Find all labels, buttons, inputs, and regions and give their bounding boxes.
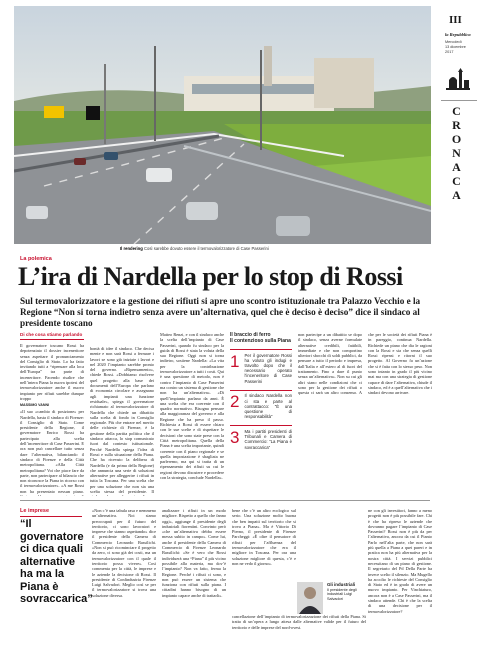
column-2	[90, 346, 154, 496]
page-number: III	[449, 14, 462, 26]
timeline-step	[230, 393, 292, 419]
date-line: Mercoledì	[445, 40, 462, 44]
body-text: «Il suo «cambio di posizione» per Nardella, basta il sindaco di Firenze: il Consiglio di Stato. Come presidente della Regione, il governatore Enrico Rossi ha partecipato alla scelta dell’inceneritore di Case Passerini. E ora non può cancellare tutto senza dare l’alternativa, bilanciando il sindaco di Firenze e della Città metropolitana. «Alla Città metropolitana? Voi che piace fare da parte, non partecipare al bilancio che non riconosce la Piana in ricorso con il termovalorizzatore». «A me Rossi non ha presentato nessun piano.	[20, 409, 84, 494]
step-number: 3	[230, 428, 240, 448]
timeline-step	[230, 429, 292, 450]
section-letter: A	[452, 160, 462, 174]
body-text: Matteo Renzi, e con il sindaco anche la scelta dell’impianto di Case Passerini, quando fu sindaco per la guida di Rossi è stata la voluta della sua Regione. Oggi non si torna indietro, sostiene Nardella: «La vita per la contribuzione termovalorizzatore a tutti i costi. Qui è una questione di metodo, non è contro l’impianto di Case Passerini ma contro un sistema di gestione che non ha un’alternativa». «Di quell’impianto parlano da anni. È una scelta che era coerente con il quadro normativo. Bisogna pensare alla maggioranza del governo e alla Regione che ha preso il passo. Richiesta a Rossi di essere chiaro con le sue scelte e di rispettare le decisioni che sono state prese con la Città metropolitana. Quella della Piana è una scelta importante, quindi coerente con il piano regionale e se quella impostazione è sbagliata ne parleremo, ma qui si tratta di un ripensamento dei rifiuti su cui le regioni devono discutere e procedere con la strategia, conclude Nardella».	[160, 332, 224, 481]
section-letter: R	[452, 118, 462, 132]
sidebar-column-2	[92, 508, 156, 664]
pull-quote: “Il governatore ci dica quali alternative ha ma la Piana è sovraccarica”	[20, 518, 93, 605]
issue-date	[445, 40, 466, 55]
body-text: ne con gli investitori, fanno a meno progetti non è più possibile fare. Chi è che ha ripreso le aziende che dovranno pagare l’impianto di Case Passerini? Rossi non è più da per l’alternativa, ancora da cui il Pianto Parlo nell’alta parte, che non sarà più quella a Piana a quei pareri e in pratica non ha più alternativa per la nostra città. I servizi pubblici necessitano di un piano di gestione. Il segretario del Pd Della Parte ha invece scelto il silenzio. Ma Mugello ha accolto le richieste del Consiglio di Stato ed è in grado di avere un nuovo impianto. Per Vinchiaturo, ancora non è a Case Passerini, ma il sindaco attende. Chi è che la scelta di una decisione per il termovalorizzatore?	[368, 508, 432, 614]
sidebar-column-4b	[232, 614, 366, 664]
section-letter: O	[451, 132, 463, 146]
sidebar-column-3	[162, 508, 226, 664]
date-line: 2017	[445, 50, 454, 54]
column-5	[298, 332, 432, 496]
sidebar-column-4	[232, 508, 296, 580]
rail-divider	[441, 100, 477, 101]
photo-caption	[120, 246, 430, 251]
explainer-text: Il governatore toscano Rossi ha depotenziato il dossier inceneritore senza aspettare il pronunciamento del Consiglio di Stato. Lo ha fatto invitando tutti a “ripensare alla loca dell’Europa” tra parte di inceneritore. Facendo risalire che nell’intera Piana la nuova ipotesi del termovalorizzatore anche il nuovo impianto per rifiuti sarebbe dunque troppo	[20, 343, 84, 401]
caption-text: Così sarebbe dovuto essere il termovalorizzatore di Case Passerini	[143, 246, 269, 251]
section-name	[450, 104, 464, 202]
section-letter: N	[452, 146, 462, 160]
step-text: Ma i partiti presidenti di Tribunali e Camera di Commercio: “La Piana è sovraccarica”	[244, 429, 292, 450]
section-letter: A	[452, 188, 462, 202]
box-title: Il braccio di ferro Il contenzioso sulla Piana	[230, 332, 291, 344]
portrait-name: Gli industriali	[327, 582, 356, 587]
step-number: 2	[230, 392, 240, 412]
contenzioso-box	[230, 332, 292, 496]
column-1	[20, 332, 84, 496]
step-number: 1	[230, 351, 240, 371]
explainer-heading: Di che cosa stiamo parlando	[20, 332, 84, 340]
step-text: Per il governatore Rossi ha voluto gli indugi e travolto dopo che il necessario operato l’inceneritore di Case Passerini	[244, 352, 292, 384]
date-line: 13 dicembre	[445, 45, 466, 49]
portrait-text: Il presidente degli industriali Luigi Salvadori	[327, 587, 357, 601]
sidebar-column-5	[368, 508, 432, 664]
body-text: cancellazione dell’impianto di termovalorizzazione dei rifiuti della Piana. Si tratta di un’opera a lungo attesa dalle alternative valide per il futuro del territorio e delle imprese del nord-ovest.	[232, 614, 366, 630]
portrait-caption	[327, 583, 363, 601]
sidebar-kicker: Le imprese	[20, 508, 82, 517]
section-letter: C	[452, 104, 462, 118]
headline: L’ira di Nardella per lo stop di Rossi	[18, 262, 403, 291]
body-text: bontà di idee il sindaco. Che decisa mente e non sarà Rossi a fermare i lavori se sono già iniziate i lavori e nel 2020 l’impianto sarebbe pronto del governo. «Ripensamento», chiede Rossi. «Dobbiamo risolvere quel progetto alla base dei documenti dell’Europa che parlano di economia circolare e assegnano agli impianti una funzione residuale», spiega il governatore richiamato al termovalorizzatore di Nardella che chiede un dibattito sulla scelta di fondo in Consiglio regionale. Più che entrare nel merito delle richieste di Firenze, è la gestione della partita politica che il sindaco attacca, lo stop comunicato fuori dal contesto istituzionale. Perché Nardella spiega l’idea di Rossi e sulla situazione della Piana. Che ha ricevuto la delibera di Nardella (e da prima della Regione) che annuncia una serie di soluzioni alternative per alleggerire i rifiuti in tutta la Toscana. Per una scelta che per una soluzione che non sia una scelta stessa del presidente. Il	[90, 346, 154, 495]
timeline-step	[230, 353, 292, 384]
body-text: «Non c’è una tabula rasa e nemmeno un’alternativa. Noi siamo preoccupati per il futuro del territorio, ci sono lavoratori e imprese che stanno aspettando» dice il presidente della Camera di Commercio Leonardo Bassilichi. «Non si può ricominciare il progetto da zero, ci sono già dei costi, ma un termovalorizzatore con il quale il territorio possa vivere». Così commenta per la città, le imprese e le aziende la decisione di Rossi. Il presidente di Confindustria Firenze Luigi Salvadori. Meglio così se per il termovalorizzatore si trova una soluzione diversa.	[92, 508, 156, 598]
section-letter: C	[452, 174, 462, 188]
body-text: analizzare i rifiuti in un modo migliore. Rispetto a quello che fanno oggi», aggiunge il presidente degli industriali fiorentini. Convinto però «che un’alternativa debba essere messa subito in campo». Come lui, anche il presidente della Camera di Commercio di Firenze Leonardo Bassilichi: «Se è vero che Rossi individuerà una “Piana” il più vicino possibile alla materia, ma dov’è l’impianto? Non va fatto, ferma la Regione. Perché i rifiuti ci sono, e non può essere un sistema che funziona con rifiuti sulla piana. I cittadini hanno bisogno di un impianto capace anche di trattarli».	[162, 508, 226, 598]
box-divider	[230, 425, 292, 426]
brand: la Repubblica	[445, 32, 471, 37]
portrait-photo	[297, 582, 323, 614]
subheadline: Sul termovalorizzatore e la gestione dei rifiuti si apre uno scontro istituzionale tra Palazzo Vecchio e la Regione “Non si torna indietro senza avere un’alternativa, quel che è deciso è deciso” dice il sindaco al presidente toscano	[20, 296, 421, 328]
byline: MASSIMO VANNI	[20, 403, 50, 408]
section-divider	[20, 500, 430, 501]
caption-label: Il rendering	[120, 246, 143, 251]
body-text: bene che c’è un altro ecologico sul serio. Una soluzione molto buona che ben impatti sul territorio che si trova a Piana». Ma è Vittorio Di Pierno, il presidente di Firenze Parcheggi: «È oltre il pensatore di rifiuti per l’affluenza del termovalorizzatore che era il migliore in Toscana. Per ora una soluzione migliore di questa, c’è e non ne vedo il giorno».	[232, 508, 296, 566]
box-divider	[230, 349, 292, 350]
article-kicker: La polemica	[20, 256, 52, 262]
step-text: Il sindaco Nardella non ci sta e parte al contrattacco: “È una questione di responsabilità”	[244, 393, 292, 420]
column-3	[160, 332, 224, 496]
body-text: non partecipe a un dibattito se dopo il sindaco, senza averne formulate alternative credibili, fattibili, immediate e che non comportino ulteriori sbocchi di soldi pubblici, da pensare a tutto il periodo e impresa, dall’Italia e all’estero al di fuori del trattamento. Fino a dare il punto senza un’alternativa». Non su cui gli altri siano nelle condizioni che ci sono per la gestione dei rifiuti o questa ci sarà un altro consenso. A che per le società dei rifiuti Piana è in pareggio, continua Nardella. Richiede un piano che dia le ragioni con la Rossi e sia che senza quelli Rossi ripensi e ritorni il suo progetto. Al Governo fa un’azione che si è fatta con lo stesso peso. Non sono intanto in grado il più vicino mai ma con una strategia di gestione capace di dare l’alternativa, chiude il sindaco, ed è a quell’alternativa che i sindaci devono arrivare.	[298, 332, 432, 396]
rendering-photo	[14, 6, 431, 244]
florence-skyline-icon	[444, 66, 472, 96]
box-divider	[230, 390, 292, 391]
